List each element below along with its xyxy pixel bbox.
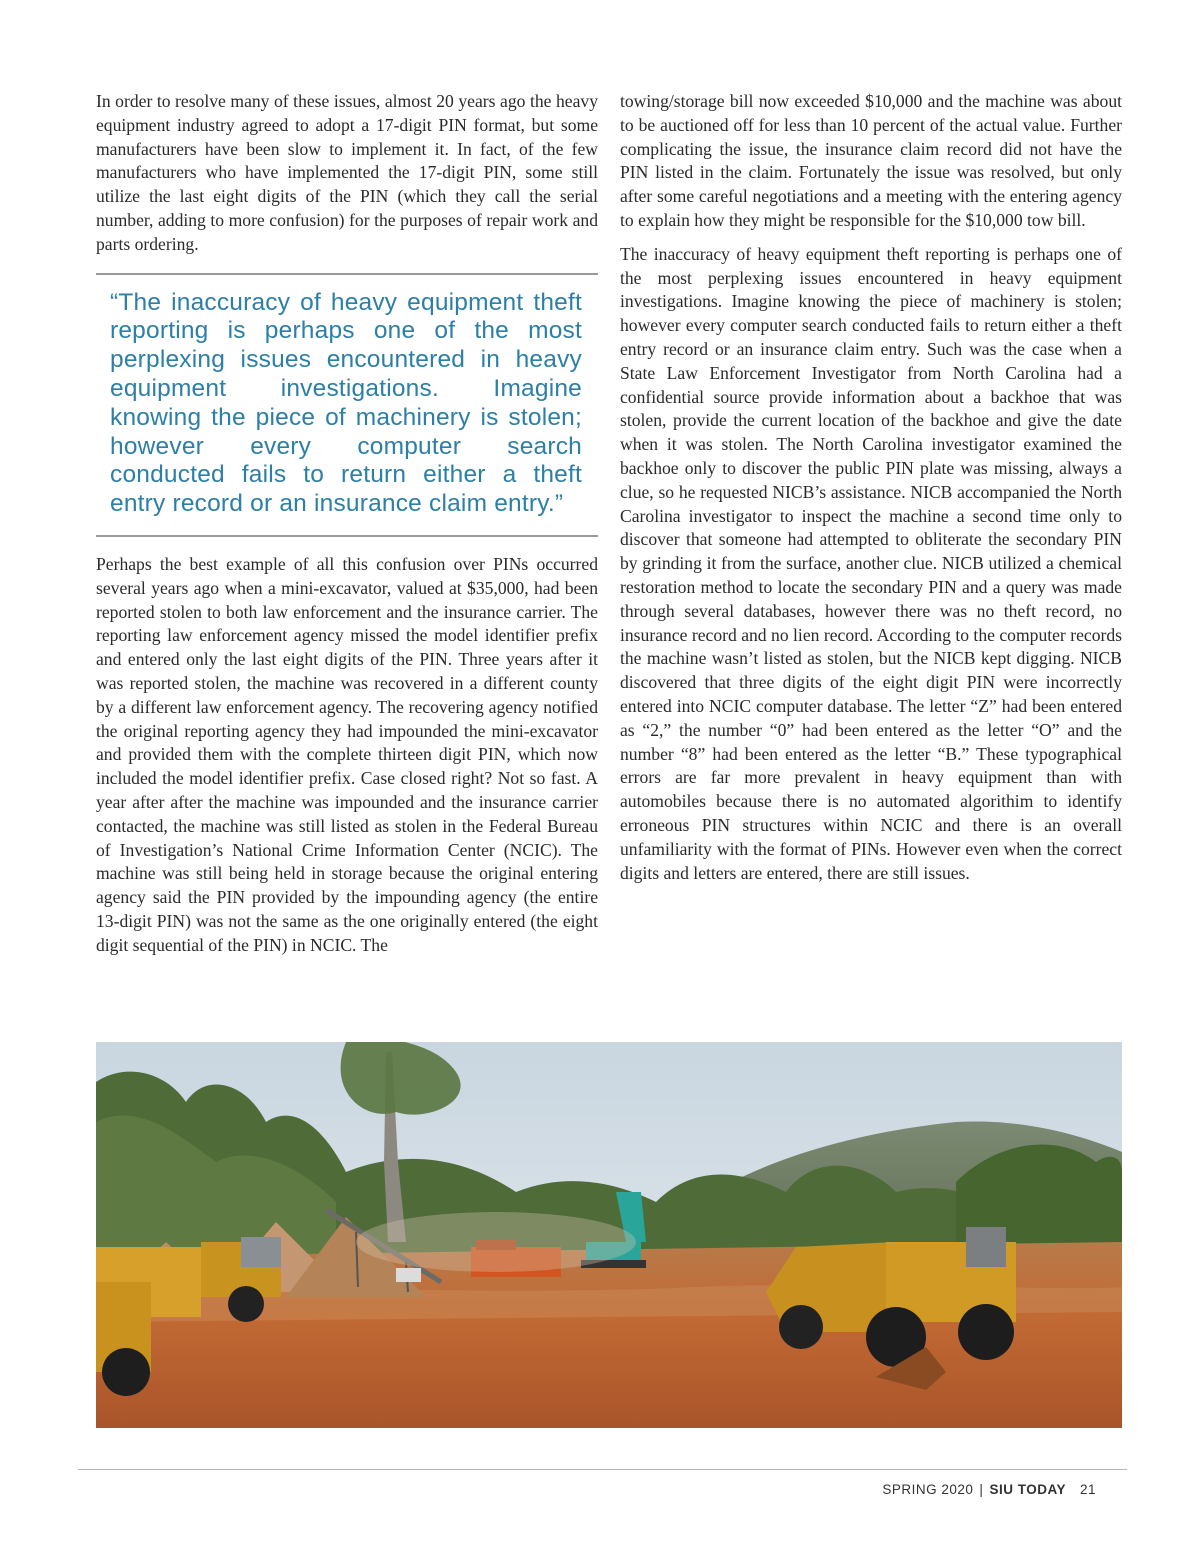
body-paragraph: The inaccuracy of heavy equipment theft reporting is perhaps one of the most perplexing issues encountered in heavy equipment investigations. Imagine knowing the piece of machinery is stolen; however every computer search conducted fails to return either a theft entry record or an insurance claim entry. Such was the case when a State Law Enforcement Investigator from North Carolina had a confidential source provide information about a backhoe that was stolen, provide the current location of the backhoe and give the date when it was stolen. The North Carolina investigator examined the backhoe only to discover the public PIN plate was missing, always a clue, so he requested NICB’s assistance. NICB accompanied the North Carolina investigator to inspect the machine a second time only to discover that someone had attempted to obliterate the secondary PIN by grinding it from the surface, another clue. NICB utilized a chemical restoration method to locate the secondary PIN and a query was made through several databases, however there was no theft record, no insurance record and no lien record. According to the computer records the machine wasn’t listed as stolen, but the NICB kept digging. NICB discovered that three digits of the eight digit PIN were incorrectly entered into NCIC computer database. The letter “Z” had been entered as “2,” the number “0” had been entered as the letter “O” and the number “8” had been entered as the letter “B.” These typographical errors are far more prevalent in heavy equipment than with automobiles because there is no automated algorithim to identify erroneous PIN structures within NCIC and there is an overall unfamiliarity with the format of PINs. However even when the correct digits and letters are entered, there are still issues. — [620, 243, 1122, 883]
footer-issue: SPRING 2020 — [882, 1482, 974, 1497]
left-column — [96, 90, 598, 958]
body-paragraph: Perhaps the best example of all this confusion over PINs occurred several years ago when a mini-excavator, valued at $35,000, had been reported stolen to both law enforcement and the insurance carrier. The reporting law enforcement agency missed the model identifier prefix and entered only the last eight digits of the PIN. Three years after it was reported stolen, the machine was recovered in a different county by a different law enforcement agency. The recovering agency notified the original reporting agency they had impounded the mini-excavator and provided them with the complete thirteen digit PIN, which now included the model identifier prefix. Case closed right? Not so fast. A year after after the machine was impounded and the insurance carrier contacted, the machine was still listed as stolen in the Federal Bureau of Investigation’s National Crime Information Center (NCIC). The machine was still being held in storage because the original entering agency said the PIN provided by the impounding agency (the entire 13-digit PIN) was not the same as the one originally entered (the eight digit sequential of the PIN) in NCIC. The — [96, 553, 598, 955]
footer-separator: | — [979, 1482, 984, 1497]
footer-publication: SIU TODAY — [989, 1482, 1066, 1497]
page-number: 21 — [1079, 1482, 1096, 1497]
construction-site-photo — [96, 1042, 1122, 1428]
body-paragraph: In order to resolve many of these issues, almost 20 years ago the heavy equipment industry agreed to adopt a 17-digit PIN format, but some manufacturers have been slow to implement it. In fact, of the few manufacturers who have implemented the 17-digit PIN, some still utilize the last eight digits of the PIN (which they call the serial number, adding to more confusion) for the purposes of repair work and parts ordering. — [96, 91, 598, 254]
page-footer — [882, 1482, 1096, 1497]
body-paragraph: towing/storage bill now exceeded $10,000 and the machine was about to be auctioned off for less than 10 percent of the actual value. Further complicating the issue, the insurance claim record did not have the PIN listed in the claim. Fortunately the issue was resolved, but only after some careful negotiations and a meeting with the entering agency to explain how they might be responsible for the $10,000 tow bill. — [620, 91, 1122, 230]
footer-divider — [78, 1469, 1127, 1470]
right-column — [620, 90, 1122, 885]
pull-quote — [96, 273, 598, 537]
pull-quote-text: “The inaccuracy of heavy equipment theft reporting is perhaps one of the most perplexing issues encountered in heavy equipment investigations. Imagine knowing the piece of machinery is stolen; however every computer search conducted fails to return either a theft entry record or an insurance claim entry.” — [110, 288, 582, 518]
